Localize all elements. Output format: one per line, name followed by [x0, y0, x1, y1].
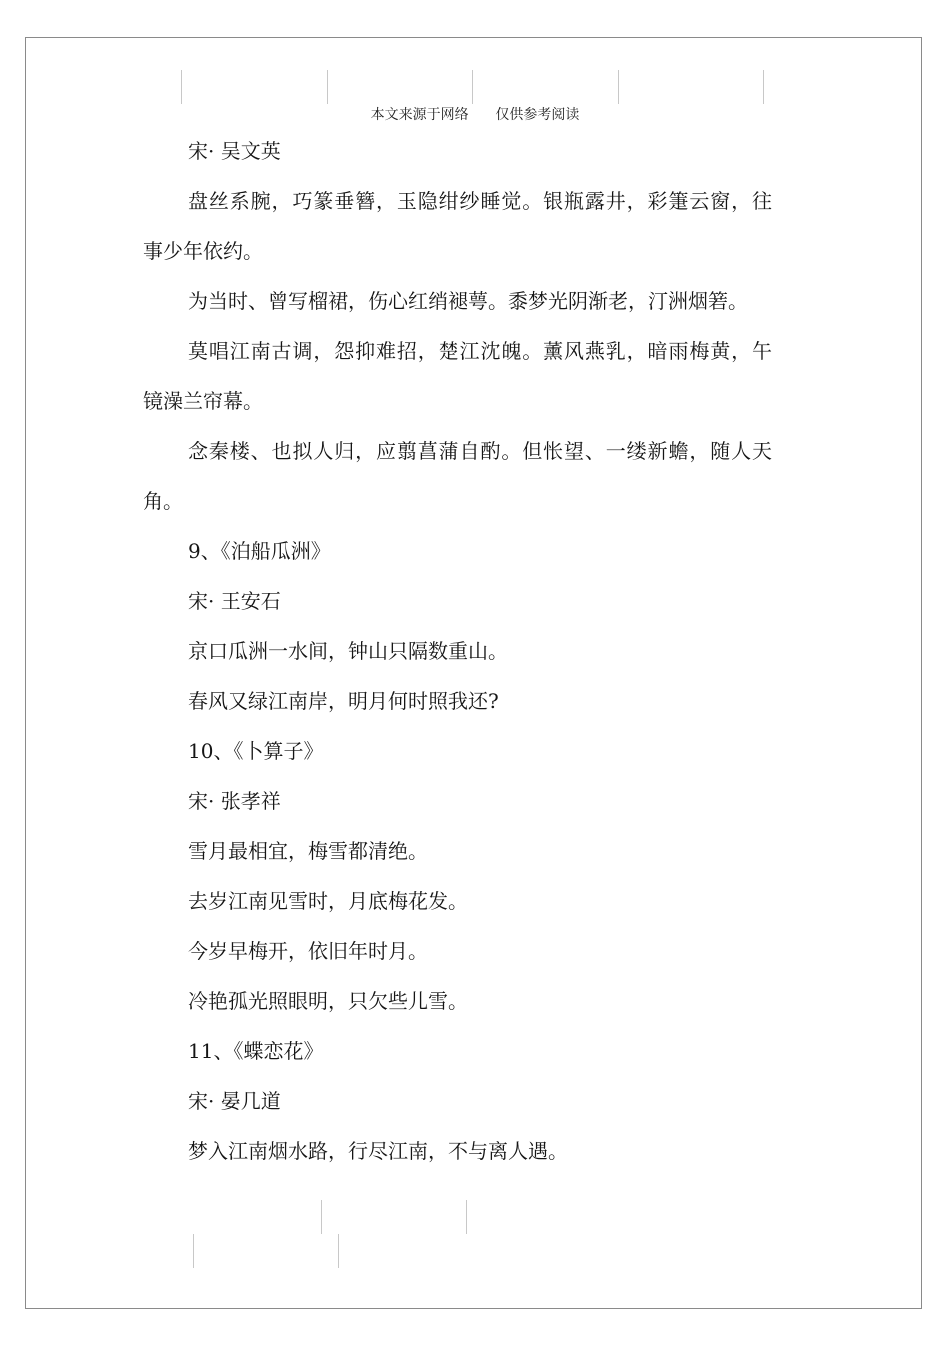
poem-title: 9、《泊船瓜洲》	[188, 539, 331, 563]
poem-line: 京口瓜洲一水间，钟山只隔数重山。	[188, 639, 508, 663]
header-divider	[327, 70, 328, 104]
poem-line: 雪月最相宜，梅雪都清绝。	[188, 839, 428, 863]
page-frame	[25, 37, 922, 1309]
footer-divider	[321, 1200, 322, 1234]
poem-line: 念秦楼、也拟人归，应翦菖蒲自酌。但怅望、一缕新蟾，随人天	[188, 439, 772, 463]
header-divider	[763, 70, 764, 104]
author-line: 宋· 王安石	[188, 589, 281, 613]
poem-line: 为当时、曾写榴裙，伤心红绡褪萼。黍梦光阴渐老，汀洲烟箬。	[188, 289, 748, 313]
poem-line: 莫唱江南古调，怨抑难招，楚江沈魄。薰风燕乳，暗雨梅黄，午	[188, 339, 772, 363]
poem-line: 冷艳孤光照眼明，只欠些儿雪。	[188, 989, 468, 1013]
poem-line: 春风又绿江南岸，明月何时照我还?	[188, 689, 499, 713]
header-divider	[472, 70, 473, 104]
footer-divider	[338, 1234, 339, 1268]
header-divider	[181, 70, 182, 104]
poem-title: 11、《蝶恋花》	[188, 1039, 324, 1063]
poem-line: 角。	[143, 489, 183, 513]
poem-line: 事少年依约。	[143, 239, 263, 263]
poem-line: 梦入江南烟水路，行尽江南，不与离人遇。	[188, 1139, 568, 1163]
author-line: 宋· 吴文英	[188, 139, 281, 163]
poem-line: 镜澡兰帘幕。	[143, 389, 263, 413]
poem-line: 今岁早梅开，依旧年时月。	[188, 939, 428, 963]
author-line: 宋· 张孝祥	[188, 789, 281, 813]
poem-line: 去岁江南见雪时，月底梅花发。	[188, 889, 468, 913]
footer-divider	[466, 1200, 467, 1234]
poem-title: 10、《卜算子》	[188, 739, 324, 763]
header-divider	[618, 70, 619, 104]
poem-line: 盘丝系腕，巧篆垂簪，玉隐绀纱睡觉。银瓶露井，彩箑云窗，往	[188, 189, 772, 213]
source-note: 本文来源于网络 仅供参考阅读	[370, 107, 580, 123]
author-line: 宋· 晏几道	[188, 1089, 281, 1113]
footer-divider	[193, 1234, 194, 1268]
